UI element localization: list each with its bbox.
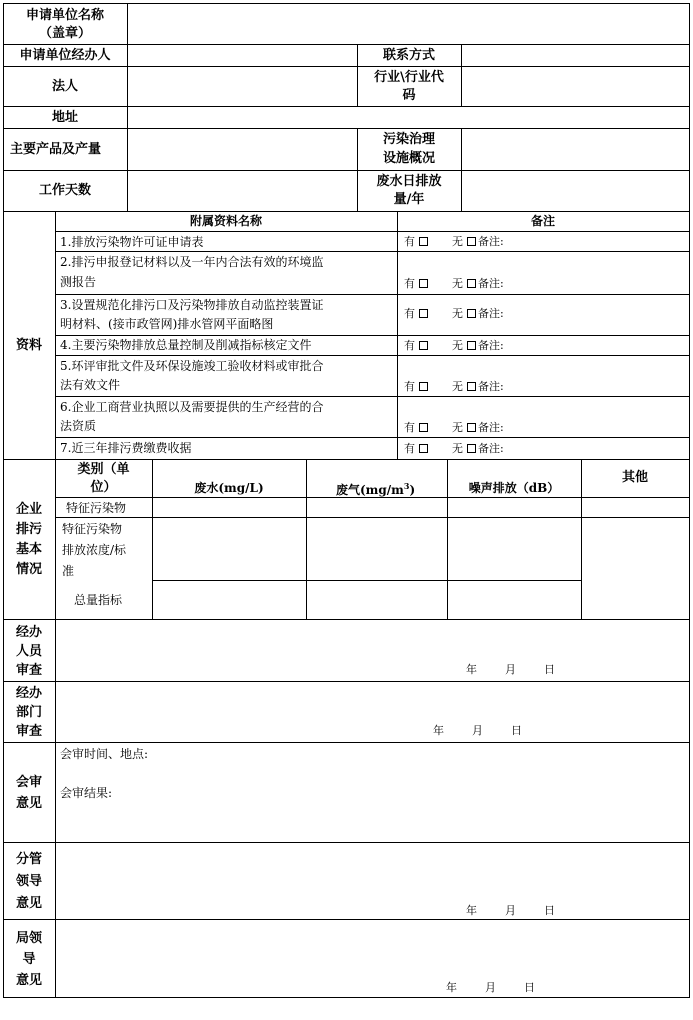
bureau-opinion-date: [446, 982, 535, 993]
rule: [55, 396, 689, 397]
staff-review-label: 人员: [15, 644, 42, 659]
emissions-section-label: 企业: [15, 502, 42, 517]
yes-label: 有: [404, 235, 415, 248]
bureau-opinion-label: 局领: [15, 931, 42, 946]
no-label: 无: [452, 307, 463, 320]
remark-label: 备注:: [478, 421, 504, 434]
no-checkbox[interactable]: [467, 237, 476, 246]
date-day: 日: [544, 904, 555, 917]
rule: [55, 251, 689, 252]
date-month: 月: [485, 981, 496, 994]
char-pollutant-label: 特征污染物: [66, 501, 127, 515]
dept-review-label: 部门: [15, 705, 42, 720]
staff-review-label: 审查: [15, 663, 42, 678]
material-item: 1.排放污染物许可证申请表: [60, 235, 204, 249]
yes-checkbox[interactable]: [419, 423, 428, 432]
other-header: 其他: [621, 470, 648, 485]
rule: [55, 211, 56, 998]
materials-col-remark: 备注: [530, 214, 555, 228]
material-item-line2: 明材料、(接市政管网)排水管网平面略图: [60, 317, 274, 331]
material-item: 3.设置规范化排污口及污染物排放自动监控装置证: [60, 298, 324, 312]
industry-label: 行业\行业代: [374, 70, 444, 85]
date-year: 年: [466, 904, 477, 917]
remark-label: 备注:: [478, 277, 504, 290]
yes-label: 有: [404, 380, 415, 393]
rule: [55, 355, 689, 356]
yes-checkbox[interactable]: [419, 382, 428, 391]
material-item: 5.环评审批文件及环保设施竣工验收材料或审批合: [60, 359, 324, 373]
category-header: 类别（单: [77, 462, 130, 477]
yes-checkbox[interactable]: [419, 341, 428, 350]
leader-opinion-label: 分管: [15, 852, 42, 867]
no-label: 无: [452, 339, 463, 352]
rule: [3, 170, 689, 171]
remark-group: [404, 340, 504, 352]
rule: [3, 919, 689, 920]
concentration-label-line3: 准: [62, 564, 75, 578]
yes-label: 有: [404, 339, 415, 352]
emissions-section-label: 排污: [15, 522, 42, 537]
material-item: 7.近三年排污费缴费收据: [60, 441, 192, 455]
rule: [3, 128, 689, 129]
exhaust-header: [336, 482, 415, 496]
rule: [3, 211, 689, 212]
material-item-line2: 法资质: [60, 419, 97, 433]
rule: [461, 44, 462, 107]
material-item: 2.排污申报登记材料以及一年内合法有效的环境监: [60, 255, 324, 269]
rule: [3, 742, 689, 743]
date-day: 日: [511, 724, 522, 737]
handler-label: 申请单位经办人: [19, 48, 111, 63]
leader-opinion-label: 意见: [15, 896, 42, 911]
exhaust-header-text: 废气(mg/m: [336, 483, 404, 497]
remark-group: [404, 236, 504, 248]
no-checkbox[interactable]: [467, 309, 476, 318]
date-day: 日: [524, 981, 535, 994]
material-item-line2: 法有效文件: [60, 378, 121, 392]
rule: [397, 211, 398, 460]
rule: [3, 681, 689, 682]
applicant-unit-label: 申请单位名称: [25, 8, 104, 23]
address-label: 地址: [51, 110, 78, 125]
wastewater-volume-label-line2: 量/年: [393, 192, 425, 207]
emissions-section-label: 基本: [15, 542, 42, 557]
yes-label: 有: [404, 307, 415, 320]
no-checkbox[interactable]: [467, 444, 476, 453]
no-checkbox[interactable]: [467, 279, 476, 288]
joint-review-label: 会审: [15, 775, 42, 790]
legal-person-label: 法人: [51, 79, 78, 94]
rule: [127, 3, 128, 212]
leader-opinion-date: [466, 905, 555, 916]
remark-label: 备注:: [478, 380, 504, 393]
rule: [55, 497, 689, 498]
remark-label: 备注:: [478, 442, 504, 455]
date-month: 月: [472, 724, 483, 737]
date-month: 月: [505, 904, 516, 917]
materials-col-name: 附属资料名称: [189, 214, 262, 228]
date-month: 月: [505, 663, 516, 676]
no-checkbox[interactable]: [467, 423, 476, 432]
yes-label: 有: [404, 277, 415, 290]
rule: [3, 3, 689, 4]
exhaust-header-close: ): [409, 483, 416, 497]
rule: [3, 106, 689, 107]
material-item: 6.企业工商营业执照以及需要提供的生产经营的合: [60, 400, 324, 414]
staff-review-date: [466, 664, 555, 675]
noise-header: 噪声排放（dB）: [468, 481, 560, 495]
rule: [3, 3, 4, 998]
workdays-label: 工作天数: [38, 183, 91, 198]
material-item-line2: 测报告: [60, 275, 97, 289]
concentration-label: 特征污染物: [62, 522, 123, 536]
remark-group: [404, 278, 504, 290]
rule: [3, 842, 689, 843]
rule: [3, 66, 689, 67]
rule: [306, 459, 307, 620]
remark-group: [404, 381, 504, 393]
category-header-line2: 位）: [90, 480, 117, 495]
contact-label: 联系方式: [382, 48, 435, 63]
bureau-opinion-label: 导: [22, 952, 36, 967]
no-checkbox[interactable]: [467, 382, 476, 391]
no-label: 无: [452, 421, 463, 434]
dept-review-label: 经办: [15, 686, 42, 701]
exhaust-header-sup: 3: [403, 481, 410, 491]
facility-label-line2: 设施概况: [382, 151, 435, 166]
no-label: 无: [452, 442, 463, 455]
joint-review-label: 意见: [15, 796, 42, 811]
yes-checkbox[interactable]: [419, 237, 428, 246]
facility-label: 污染治理: [382, 132, 435, 147]
concentration-label-line2: 排放浓度/标: [62, 543, 127, 557]
no-checkbox[interactable]: [467, 341, 476, 350]
material-item: 4.主要污染物排放总量控制及削减指标核定文件: [60, 338, 312, 352]
industry-label-line2: 码: [402, 88, 416, 103]
no-label: 无: [452, 380, 463, 393]
joint-review-time: 会审时间、地点:: [60, 747, 149, 761]
date-year: 年: [446, 981, 457, 994]
joint-review-result: 会审结果:: [60, 786, 113, 800]
no-label: 无: [452, 235, 463, 248]
emissions-section-label: 情况: [15, 562, 42, 577]
yes-checkbox[interactable]: [419, 279, 428, 288]
remark-label: 备注:: [478, 235, 504, 248]
rule: [3, 44, 689, 45]
yes-label: 有: [404, 442, 415, 455]
products-label: 主要产品及产量: [10, 142, 102, 157]
rule: [55, 437, 689, 438]
rule: [3, 997, 689, 998]
rule: [55, 231, 689, 232]
bureau-opinion-label: 意见: [15, 973, 42, 988]
no-label: 无: [452, 277, 463, 290]
leader-opinion-label: 领导: [15, 874, 42, 889]
rule: [3, 619, 689, 620]
rule: [55, 517, 689, 518]
rule: [55, 294, 689, 295]
remark-label: 备注:: [478, 339, 504, 352]
staff-review-label: 经办: [15, 625, 42, 640]
date-year: 年: [466, 663, 477, 676]
yes-label: 有: [404, 421, 415, 434]
dept-review-date: [433, 725, 522, 736]
rule: [152, 580, 581, 581]
rule: [461, 128, 462, 212]
rule: [3, 459, 689, 460]
wastewater-volume-label: 废水日排放: [376, 174, 442, 189]
rule: [55, 335, 689, 336]
date-day: 日: [544, 663, 555, 676]
total-quota-label: 总量指标: [74, 593, 123, 607]
remark-label: 备注:: [478, 307, 504, 320]
dept-review-label: 审查: [15, 724, 42, 739]
remark-group: [404, 443, 504, 455]
wastewater-header: 废水(mg/L): [194, 481, 264, 495]
remark-group: [404, 422, 504, 434]
yes-checkbox[interactable]: [419, 444, 428, 453]
materials-section-label: 资料: [15, 338, 42, 353]
date-year: 年: [433, 724, 444, 737]
seal-label: （盖章）: [38, 26, 91, 41]
remark-group: [404, 308, 504, 320]
rule: [689, 3, 690, 998]
yes-checkbox[interactable]: [419, 309, 428, 318]
